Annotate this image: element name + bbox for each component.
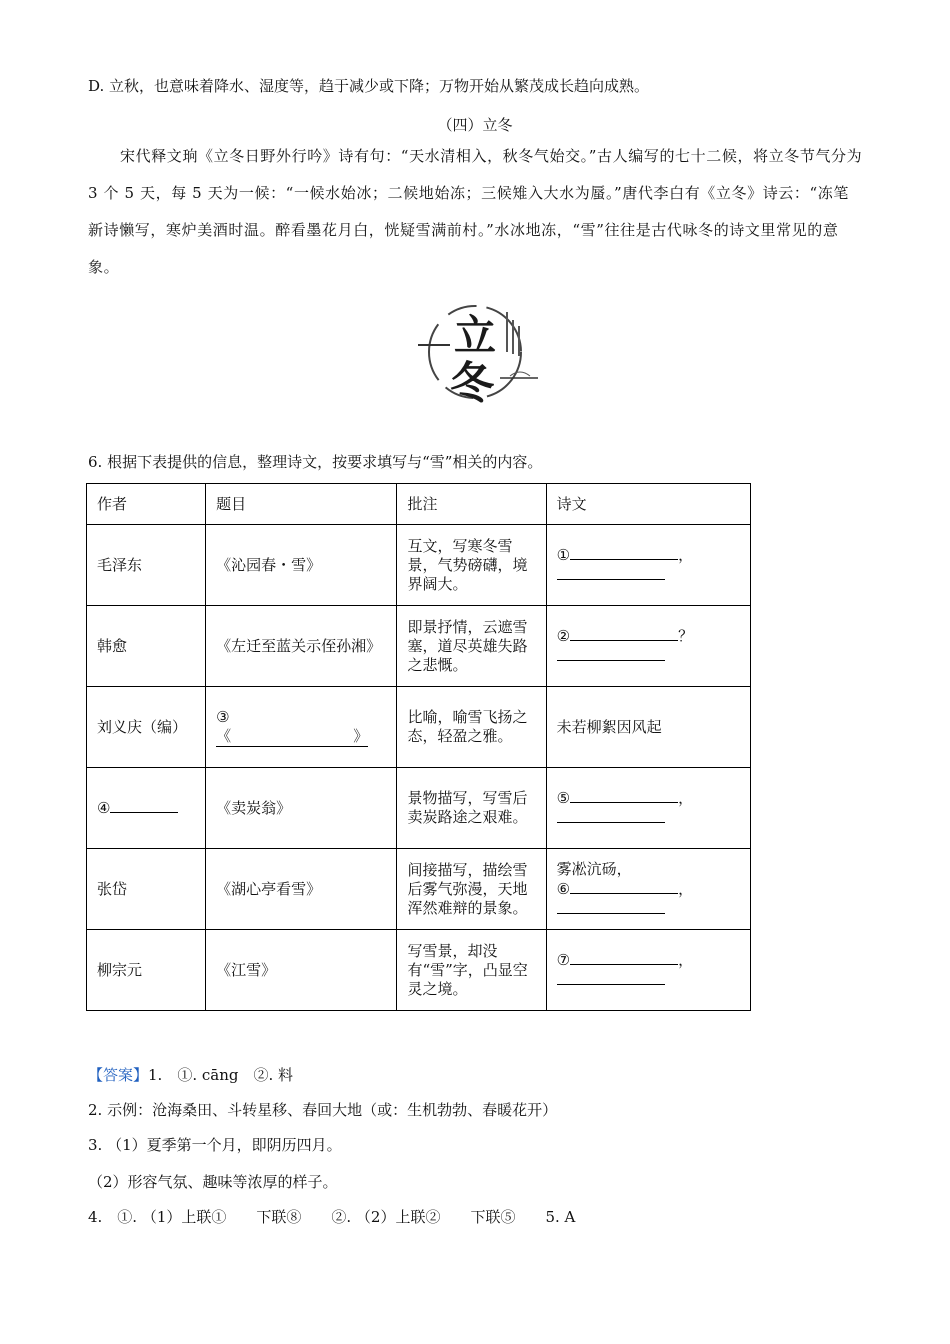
table-header-row [87, 484, 751, 525]
title-cell: 《卖炭翁》 [206, 768, 397, 849]
answer-3-1: 3. （1）夏季第一个月，即阴历四月。 [88, 1136, 342, 1154]
table-row [87, 768, 751, 849]
note-cell: 比喻，喻雪飞扬之态，轻盈之雅。 [397, 687, 546, 768]
author-cell: 刘义庆（编） [87, 687, 206, 768]
blank-marker: ① [556, 546, 571, 564]
answer-blank[interactable] [570, 545, 678, 560]
answer-blank[interactable] [110, 798, 178, 813]
author-cell: 柳宗元 [87, 930, 206, 1011]
emblem-top-glyph: 立 [453, 311, 497, 360]
table-row [87, 849, 751, 930]
answer-blank[interactable] [570, 950, 678, 965]
header-author: 作者 [87, 484, 206, 525]
note-cell: 互文，写寒冬雪景，气势磅礴，境界阔大。 [397, 525, 546, 606]
header-note: 批注 [397, 484, 546, 525]
lidong-emblem-icon [410, 290, 545, 410]
table-row [87, 930, 751, 1011]
answer-blank[interactable] [557, 970, 665, 985]
note-cell: 即景抒情，云遮雪塞，道尽英雄失路之悲慨。 [397, 606, 546, 687]
blank-punct: ， [678, 789, 694, 807]
blank-marker: ⑥ [556, 879, 571, 898]
blank-punct: ， [678, 546, 694, 564]
blank-marker: ⑤ [556, 789, 571, 807]
title-cell: 《湖心亭看雪》 [206, 849, 397, 930]
answer-3-2: （2）形容气氛、趣味等浓厚的样子。 [88, 1173, 338, 1191]
blank-marker: ⑦ [556, 951, 571, 969]
answer-blank[interactable] [570, 626, 678, 641]
passage: 宋代释文珦《立冬日野外行吟》诗有句：“天水清相入，秋冬气始交。”古人编写的七十二候，将立冬节气分为 3 个 5 天，每 5 天为一候：“一候水始冰；二候地始冻；三候雉入大水为蜃。”唐代李白有《立冬》诗云：“冻笔新诗懒写，寒炉美酒时温。醉看墨花月白，恍疑雪满前村。”水冰地冻，“雪”往往是古代咏冬的诗文里常见的意象。 [88, 147, 863, 276]
poem-cell [546, 930, 750, 1011]
note-cell: 景物描写，写雪后卖炭路途之艰难。 [397, 768, 546, 849]
answer-2: 2. 示例：沧海桑田、斗转星移、春回大地（或：生机勃勃、春暖花开） [88, 1101, 558, 1119]
header-poem: 诗文 [546, 484, 750, 525]
table-row [87, 525, 751, 606]
table-row [87, 687, 751, 768]
answer-blank[interactable] [570, 879, 678, 894]
author-cell [87, 768, 206, 849]
answer-blank[interactable] [557, 899, 665, 914]
blank-punct: ， [678, 879, 694, 898]
poem-cell [546, 525, 750, 606]
snow-poetry-table [86, 483, 751, 1011]
blank-punct: ？ [678, 627, 694, 645]
answer-line-1 [88, 1065, 293, 1085]
title-cell: 《沁园春・雪》 [206, 525, 397, 606]
answer-1: 1. ①. cāng ②. 料 [148, 1066, 294, 1084]
author-cell: 毛泽东 [87, 525, 206, 606]
blank-marker: ② [556, 627, 571, 645]
title-cell [206, 687, 397, 768]
option-d: D. 立秋，也意味着降水、湿度等，趋于减少或下降；万物开始从繁茂成长趋向成熟。 [88, 77, 650, 95]
poem-prefix: 雾凇沆砀， [556, 859, 632, 878]
question-6: 6. 根据下表提供的信息，整理诗文，按要求填写与“雪”相关的内容。 [88, 453, 543, 471]
emblem-bottom-glyph: 冬 [450, 358, 494, 409]
answer-blank[interactable] [557, 646, 665, 661]
poem-cell [546, 849, 750, 930]
title-cell: 《江雪》 [206, 930, 397, 1011]
title-cell: 《左迁至蓝关示侄孙湘》 [206, 606, 397, 687]
note-cell: 写雪景，却没有“雪”字，凸显空灵之境。 [397, 930, 546, 1011]
table-row [87, 606, 751, 687]
author-cell: 韩愈 [87, 606, 206, 687]
answer-blank[interactable] [570, 788, 678, 803]
blank-marker: ④ [97, 799, 111, 817]
section-title: （四）立冬 [437, 116, 513, 134]
note-cell: 间接描写，描绘雪后雾气弥漫，天地浑然难辩的景象。 [397, 849, 546, 930]
lidong-illustration [410, 290, 545, 410]
poem-cell [546, 606, 750, 687]
author-cell: 张岱 [87, 849, 206, 930]
answer-tag: 【答案】 [88, 1066, 149, 1084]
answer-blank[interactable] [557, 565, 665, 580]
answer-4: 4. ①. （1）上联① 下联⑧ ②. （2）上联② 下联⑤ 5. A [88, 1208, 576, 1226]
blank-punct: ， [678, 951, 694, 969]
answer-blank[interactable] [557, 808, 665, 823]
poem-cell: 未若柳絮因风起 [546, 687, 750, 768]
blank-marker: ③ [216, 707, 230, 726]
title-blank[interactable]: 《 》 [216, 726, 369, 745]
poem-cell [546, 768, 750, 849]
header-title: 题目 [206, 484, 397, 525]
